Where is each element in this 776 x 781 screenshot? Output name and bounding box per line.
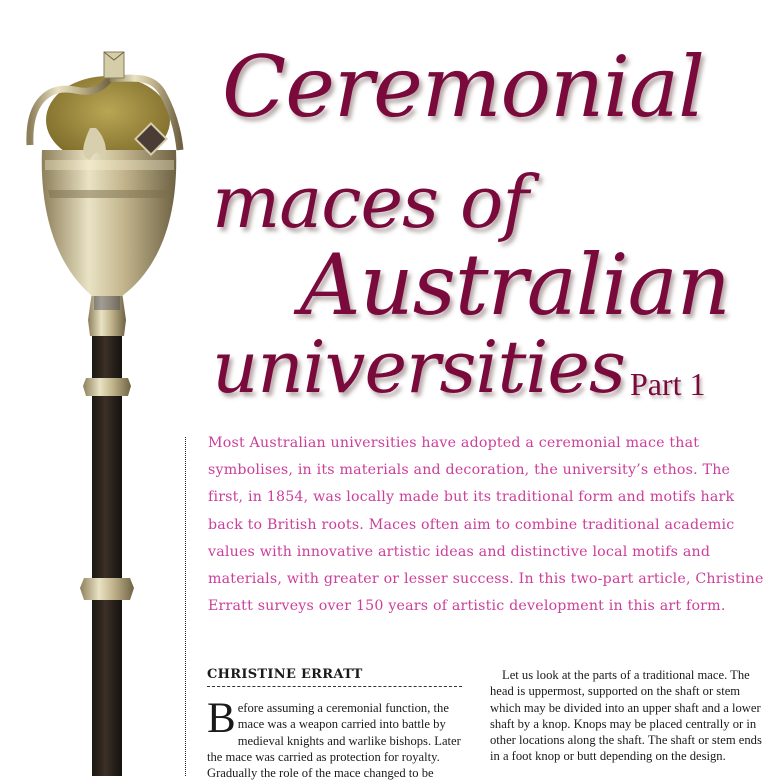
mace-photo (0, 0, 200, 776)
title-line-4: universities (212, 325, 625, 409)
title-line-1: Ceremonial (222, 38, 704, 136)
drop-cap: B (207, 695, 236, 742)
standfirst: Most Australian universities have adopted a ceremonial mace that symbolises, in its materials and decoration, the university’s ethos. The first, in 1854, was locally made but its traditional form and motifs hark back to British roots. Maces often aim to combine traditional academic values with innovative artistic ideas and distinctive local motifs and materials, with greater or lesser success. In this two-part article, Christine Erratt surveys over 150 years of artistic development in this art form. (208, 435, 764, 615)
body-column-2-text: Let us look at the parts of a traditional mace. The head is uppermost, supported on the shaft or stem which may be divided into an upper shaft and a lower shaft by a knop. Knops may be placed centrally or in other locations along the shaft. The shaft or stem ends in a foot knop or butt depending on the design. (490, 668, 762, 764)
dotted-rule (185, 437, 186, 776)
title-line-3: Australian (300, 236, 730, 334)
part-label: Part 1 (630, 366, 706, 402)
body-column-1-text: efore assuming a ceremonial function, the mace was a weapon carried into battle by medieval knights and warlike bishops. Later the mace was carried as protection for royalty. Gradually the role of the mace changed to be (207, 701, 461, 781)
byline: CHRISTINE ERRATT (207, 667, 462, 687)
body-column-1 (207, 695, 467, 781)
title-line-2: maces of (212, 160, 528, 244)
body-column-2 (490, 667, 770, 765)
